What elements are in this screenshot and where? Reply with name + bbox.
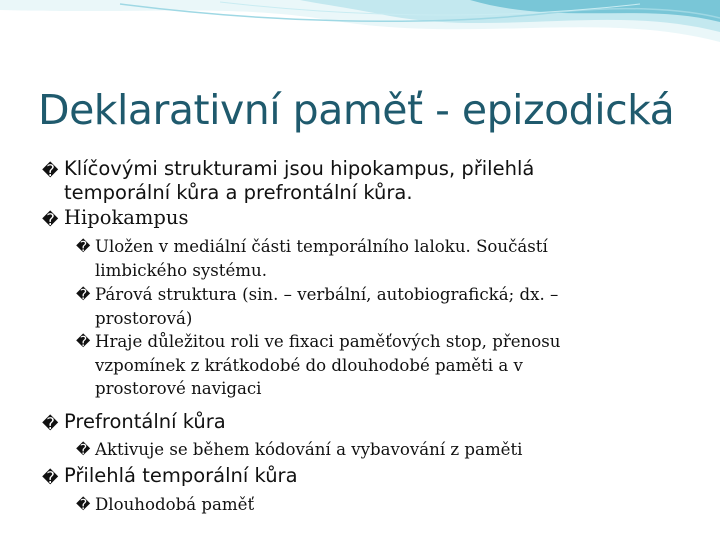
list-item-text: Přilehlá temporální kůra [64,464,298,487]
bullet-icon: � [42,414,59,433]
list-item-text: Uložen v mediální části temporálního laloku. Součástí [95,237,548,256]
list-item [76,493,255,517]
list-item-text: Párová struktura (sin. – verbální, autobiografická; dx. – [95,285,559,304]
list-item-text: temporální kůra a prefrontální kůra. [64,181,413,204]
list-item [76,283,559,330]
list-item [76,330,561,401]
bullet-icon: � [42,210,59,229]
list-item [42,410,226,434]
list-item-text: Dlouhodobá paměť [95,495,255,514]
list-item-text: Klíčovými strukturami jsou hipokampus, přilehlá [64,157,535,180]
bullet-icon: � [42,161,59,180]
list-item-text: limbického systému. [95,260,267,280]
list-item-text: Hipokampus [64,206,189,229]
list-item-text: Hraje důležitou roli ve fixaci paměťových stop, přenosu [95,332,561,351]
bullet-icon: � [76,334,91,350]
list-item-text: Aktivuje se během kódování a vybavování z paměti [95,440,523,459]
list-item [42,464,298,488]
list-item [76,438,523,462]
bullet-icon: � [76,497,91,513]
bullet-icon: � [42,468,59,487]
list-item-text: prostorové navigaci [95,379,262,398]
list-item-text: prostorová) [95,308,193,328]
list-item [42,157,535,205]
list-item [76,235,548,282]
list-item [42,206,189,230]
bullet-icon: � [76,442,91,458]
bullet-icon: � [76,287,91,303]
slide-title: Deklarativní paměť - epizodická [38,86,675,134]
list-item-text: vzpomínek z krátkodobé do dlouhodobé paměti a v [95,355,523,375]
bullet-icon: � [76,239,91,255]
list-item-text: Prefrontální kůra [64,410,226,433]
